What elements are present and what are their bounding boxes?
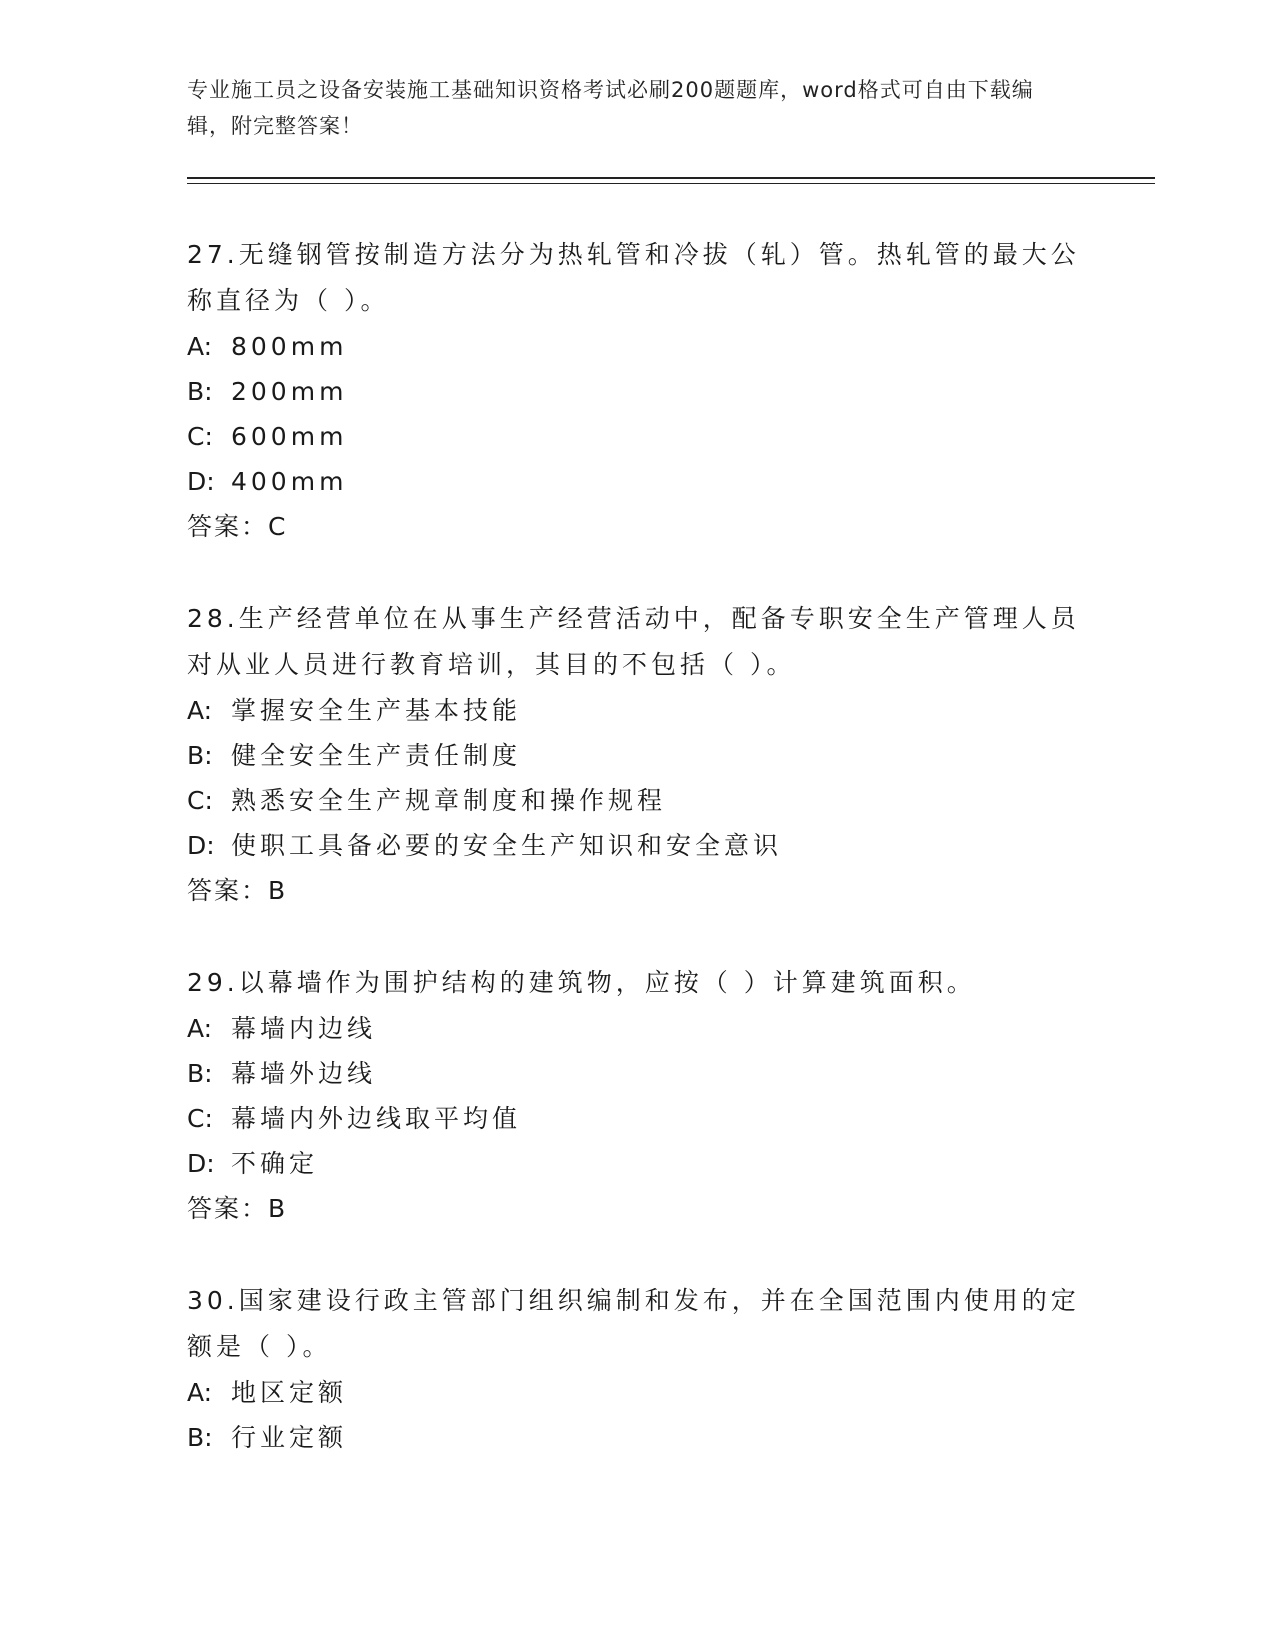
header-rule-thin (187, 183, 1155, 184)
option-text: 健全安全生产责任制度 (231, 741, 522, 770)
option-text: 熟悉安全生产规章制度和操作规程 (231, 786, 667, 815)
option-text: 掌握安全生产基本技能 (231, 696, 522, 725)
answer: 答案：B (187, 1194, 288, 1223)
answer: 答案：C (187, 512, 288, 541)
option-a (187, 1370, 1087, 1415)
option-d (187, 823, 1087, 868)
option-c (187, 778, 1087, 823)
option-a (187, 1006, 1087, 1051)
option-key: D: (187, 831, 215, 860)
option-text: 幕墙内边线 (231, 1014, 377, 1043)
option-key: D: (187, 1149, 215, 1178)
option-key: B: (187, 1423, 213, 1452)
option-a (187, 324, 1087, 369)
option-text: 幕墙外边线 (231, 1059, 377, 1088)
option-key: B: (187, 377, 213, 406)
option-text: 行业定额 (231, 1423, 348, 1452)
question-28 (187, 596, 1087, 914)
option-key: C: (187, 1104, 213, 1133)
option-key: A: (187, 1014, 213, 1043)
question-30 (187, 1278, 1087, 1460)
option-key: D: (187, 467, 215, 496)
question-list (187, 232, 1087, 1506)
option-key: A: (187, 696, 213, 725)
option-key: B: (187, 741, 213, 770)
option-text: 使职工具备必要的安全生产知识和安全意识 (231, 831, 783, 860)
option-b (187, 1051, 1087, 1096)
question-stem: 30.国家建设行政主管部门组织编制和发布，并在全国范围内使用的定额是（ ）。 (187, 1286, 1080, 1361)
option-d (187, 1141, 1087, 1186)
question-stem: 27.无缝钢管按制造方法分为热轧管和冷拔（轧）管。热轧管的最大公称直径为（ ）。 (187, 240, 1080, 315)
question-27 (187, 232, 1087, 550)
option-b (187, 369, 1087, 414)
option-text: 不确定 (231, 1149, 319, 1178)
document-header: 专业施工员之设备安装施工基础知识资格考试必刷200题题库，word格式可自由下载编辑，附完整答案！ (187, 78, 1034, 138)
option-key: C: (187, 786, 213, 815)
option-b (187, 733, 1087, 778)
option-d (187, 459, 1087, 504)
option-text: 幕墙内外边线取平均值 (231, 1104, 522, 1133)
question-stem: 29.以幕墙作为围护结构的建筑物，应按（ ）计算建筑面积。 (187, 968, 976, 997)
question-stem: 28.生产经营单位在从事生产经营活动中，配备专职安全生产管理人员对从业人员进行教育培训，其目的不包括（ ）。 (187, 604, 1080, 679)
option-text: 600mm (231, 422, 348, 451)
option-key: B: (187, 1059, 213, 1088)
option-a (187, 688, 1087, 733)
header-rule-thick (187, 177, 1155, 179)
option-c (187, 414, 1087, 459)
option-c (187, 1096, 1087, 1141)
option-text: 200mm (231, 377, 348, 406)
option-text: 400mm (231, 467, 348, 496)
option-key: A: (187, 1378, 213, 1407)
question-29 (187, 960, 1087, 1232)
option-text: 800mm (231, 332, 348, 361)
option-key: C: (187, 422, 213, 451)
answer: 答案：B (187, 876, 288, 905)
option-text: 地区定额 (231, 1378, 348, 1407)
option-b (187, 1415, 1087, 1460)
option-key: A: (187, 332, 213, 361)
